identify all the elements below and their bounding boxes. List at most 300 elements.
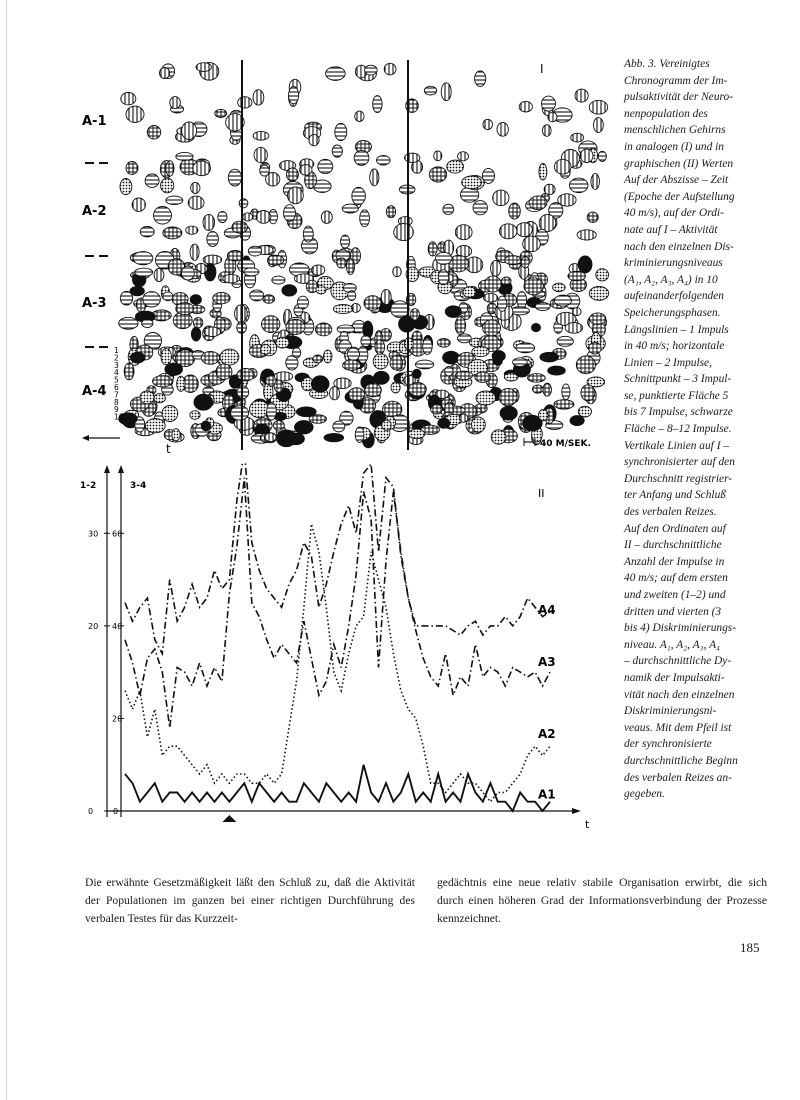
caption-line: Abb. 3. Vereinigtes — [624, 58, 710, 70]
impulse-blob — [273, 421, 284, 431]
impulse-blob — [509, 203, 521, 219]
x-axis-arrowhead — [572, 808, 581, 814]
impulse-blob — [548, 366, 566, 375]
impulse-blob — [441, 83, 451, 101]
impulse-blob — [207, 232, 219, 247]
impulse-blob — [160, 68, 170, 79]
impulse-blob — [447, 160, 464, 173]
impulse-blob — [120, 179, 132, 195]
row-number: 7 — [114, 390, 119, 400]
impulse-blob — [543, 125, 552, 137]
impulse-blob — [554, 295, 571, 306]
left-tick-label: 30 — [88, 529, 99, 539]
impulse-blob — [570, 416, 584, 426]
impulse-blob — [539, 164, 547, 180]
impulse-blob — [355, 427, 364, 443]
impulse-blob — [244, 268, 259, 276]
impulse-blob — [124, 363, 134, 380]
impulse-blob — [162, 406, 178, 422]
caption-line: dritten und vierten (3 — [624, 605, 722, 618]
impulse-blob — [524, 278, 543, 295]
impulse-blob — [321, 211, 332, 223]
caption-line: nenpopulation des — [624, 107, 708, 120]
impulse-blob — [282, 285, 297, 296]
impulse-blob — [176, 152, 193, 160]
left-tick-label: 0 — [88, 807, 94, 816]
caption-line: nate auf I – Aktivität — [624, 223, 718, 236]
impulse-blob — [529, 196, 547, 210]
impulse-blob — [557, 336, 573, 346]
series-labels — [538, 603, 556, 802]
impulse-blob — [288, 187, 304, 204]
impulse-blob — [517, 292, 527, 309]
impulse-blob — [343, 360, 361, 370]
impulse-blob — [352, 187, 366, 204]
impulse-blob — [409, 383, 427, 396]
impulse-blob — [333, 421, 345, 432]
impulse-blob — [203, 255, 222, 264]
impulse-blob — [143, 292, 161, 307]
impulse-blob — [499, 224, 517, 239]
impulse-blob — [330, 387, 340, 400]
impulse-blob — [297, 296, 308, 309]
row-number: 1 — [114, 346, 119, 355]
impulse-blob — [154, 207, 172, 225]
impulse-blob — [182, 266, 195, 280]
axis-ticks — [88, 529, 124, 816]
impulse-blob — [253, 131, 269, 140]
impulse-blob — [438, 418, 450, 428]
caption-line: gegeben. — [624, 788, 665, 801]
impulse-blob — [126, 106, 144, 122]
impulse-blob — [569, 178, 588, 193]
impulse-blob — [190, 411, 200, 420]
caption-line: Längslinien – 1 Impuls — [624, 323, 729, 336]
impulse-blob — [580, 149, 593, 162]
impulse-blob — [215, 109, 227, 117]
impulse-blob — [554, 159, 571, 174]
impulse-blob — [472, 417, 486, 432]
impulse-blob — [172, 429, 180, 441]
body-text-left: Die erwähnte Gesetzmäßigkeit läßt den Schluß zu, daß die Aktivität der Populationen im ganzen bei einer richtigen Durchführung des verbalen Testes für das Kurzzeit- — [85, 876, 415, 925]
impulse-dynamics-figure-II — [80, 462, 610, 837]
impulse-blob — [342, 204, 358, 213]
impulse-blob — [228, 169, 241, 186]
impulse-blob — [227, 251, 243, 261]
impulse-blob — [333, 304, 352, 313]
impulse-blob — [472, 347, 489, 357]
impulse-blob — [516, 223, 532, 237]
row-number: 8 — [114, 397, 119, 407]
left-tick-label: 20 — [88, 621, 99, 631]
impulse-blob — [265, 433, 276, 442]
impulse-blob — [161, 178, 174, 193]
impulse-blob — [455, 317, 465, 335]
row-number: 10 — [114, 412, 124, 422]
impulse-blob — [300, 165, 312, 176]
impulse-blob — [276, 337, 289, 348]
impulse-blob — [191, 182, 200, 193]
impulse-blob — [513, 358, 528, 367]
stimulus-onset-arrow — [222, 815, 236, 822]
impulse-blob — [415, 360, 433, 369]
impulse-blob — [130, 352, 144, 363]
impulse-blob — [562, 384, 570, 400]
caption-line: menschlichen Gehirns — [624, 124, 726, 137]
caption-line: niveau. A₁, A₂, A₃, A₄ — [624, 638, 720, 651]
impulse-blob — [491, 260, 501, 276]
impulse-blob — [260, 165, 270, 176]
impulse-blob — [475, 372, 490, 382]
impulse-blob — [516, 343, 535, 353]
impulse-blob — [494, 357, 503, 366]
impulse-blob — [253, 90, 264, 105]
impulse-blob — [237, 369, 254, 381]
impulse-blob — [587, 212, 598, 222]
series-line-a4 — [125, 462, 550, 654]
left-axis-title: 1-2 — [80, 481, 97, 491]
impulse-blob — [293, 348, 301, 358]
impulse-blob — [166, 196, 183, 205]
impulse-blob — [473, 201, 487, 215]
caption-line: synchronisierter auf den — [624, 456, 735, 469]
impulse-blob — [483, 119, 493, 129]
impulse-blob — [191, 327, 200, 341]
impulse-blob — [589, 100, 607, 114]
impulse-blob — [341, 235, 350, 248]
impulse-blob — [475, 71, 486, 87]
impulse-blob — [284, 205, 296, 222]
caption-line: II – durchschnittliche — [624, 539, 722, 552]
caption-line: Anzahl der Impulse in — [624, 555, 725, 568]
impulse-blob — [313, 355, 323, 363]
impulse-blob — [544, 184, 555, 194]
impulse-blob — [256, 211, 271, 224]
impulse-blob — [163, 227, 182, 239]
impulse-blob — [459, 414, 468, 422]
level-label-a3: A-3 — [82, 296, 107, 311]
impulse-blob — [365, 65, 378, 75]
impulse-blob — [390, 355, 403, 370]
impulse-blob — [126, 162, 138, 175]
series-label: A4 — [538, 602, 556, 617]
impulse-blob — [132, 198, 145, 211]
impulse-blob — [337, 258, 347, 268]
impulse-blob — [575, 89, 588, 102]
impulse-blob — [361, 336, 371, 347]
level-label-a2: A-2 — [82, 204, 107, 219]
impulse-blob — [384, 63, 396, 75]
impulse-blob — [323, 350, 332, 363]
impulse-blob — [201, 351, 219, 364]
caption-line: Auf den Ordinaten auf — [624, 522, 726, 535]
impulse-blob — [405, 153, 420, 162]
impulse-blob — [316, 286, 326, 294]
impulse-blob — [360, 210, 370, 227]
impulse-blob — [548, 112, 557, 122]
impulse-blob — [598, 151, 606, 161]
chronogram-figure-I — [80, 55, 620, 465]
impulse-blob — [154, 269, 164, 282]
impulse-blob — [431, 405, 443, 414]
body-text-right: gedächtnis eine neue relativ stabile Organisation erwirbt, die sich durch einen höheren Grad der Informationsverbindung der Prozesse kennzeichnet. — [437, 876, 767, 925]
impulse-blob — [391, 301, 409, 318]
impulse-blob — [133, 252, 153, 265]
level-label-a4: A-4 — [82, 384, 107, 399]
caption-line: Linien – 2 Impulse, — [624, 356, 712, 369]
impulse-blob — [528, 374, 546, 383]
x-axis-label: t — [585, 818, 590, 831]
impulse-blob — [364, 296, 381, 311]
impulse-blob — [590, 313, 606, 325]
series-lines — [125, 462, 550, 811]
impulse-blob — [324, 433, 344, 441]
caption-line: Speicherungsphasen. — [624, 306, 721, 319]
impulse-blob — [484, 293, 498, 302]
caption-line: Fläche – 8–12 Impulse. — [624, 423, 732, 436]
impulse-blob — [163, 292, 173, 301]
impulse-blob — [577, 230, 596, 240]
impulse-blob — [498, 296, 507, 311]
impulse-blob — [196, 63, 211, 72]
right-axis-title: 3-4 — [130, 481, 147, 491]
impulse-blob — [204, 327, 220, 337]
row-numbers — [114, 346, 124, 422]
caption-line: des verbalen Reizes an- — [624, 771, 732, 784]
impulse-blob — [443, 351, 460, 364]
impulse-blob — [437, 339, 450, 348]
caption-line: Chronogramm der Im- — [624, 74, 728, 87]
caption-line: 40 m/s; auf dem ersten — [624, 572, 728, 585]
impulse-blob — [589, 342, 602, 354]
impulse-blob — [140, 227, 154, 237]
impulse-blob — [190, 295, 201, 305]
impulse-blob — [161, 349, 171, 365]
impulse-blob — [238, 97, 252, 108]
row-number: 2 — [114, 353, 119, 363]
impulse-blob — [445, 306, 461, 318]
scan-edge-line — [6, 0, 7, 1100]
impulse-blob — [239, 199, 248, 208]
impulse-blob — [177, 376, 185, 391]
impulse-blob — [576, 356, 595, 374]
time-axis-label: t — [166, 442, 171, 456]
row-number: 6 — [114, 383, 119, 392]
impulse-blob — [232, 221, 248, 233]
impulse-blob — [147, 126, 160, 140]
impulse-blob — [589, 287, 608, 301]
impulse-blob — [491, 430, 506, 444]
impulse-blob — [423, 338, 433, 354]
impulse-blob — [455, 371, 472, 380]
impulse-blob — [235, 305, 248, 322]
impulse-blob — [286, 168, 298, 181]
impulse-blob — [190, 244, 199, 260]
impulse-blob — [510, 307, 529, 315]
impulse-blob — [455, 225, 472, 240]
caption-line: Auf der Abszisse – Zeit — [624, 174, 729, 187]
panel-II-label: II — [538, 487, 545, 500]
impulse-blob — [145, 174, 159, 187]
impulse-blob — [267, 255, 283, 265]
impulse-blob — [540, 352, 559, 362]
series-line-a2 — [125, 524, 550, 802]
impulse-blob — [373, 96, 382, 113]
impulse-blob — [346, 258, 354, 274]
impulse-blob — [410, 309, 419, 320]
impulse-blob — [119, 317, 138, 329]
series-label: A1 — [538, 787, 556, 802]
impulse-blob — [140, 391, 154, 404]
impulse-blob — [154, 394, 165, 403]
impulse-blob — [485, 276, 501, 292]
impulse-blob — [519, 101, 532, 112]
impulse-blob — [373, 354, 388, 369]
caption-line: nach den einzelnen Dis- — [624, 240, 734, 253]
impulse-blob — [543, 383, 552, 396]
caption-line: kriminierungsniveaus — [624, 257, 723, 270]
impulse-blob — [462, 176, 482, 189]
impulse-blob — [370, 169, 379, 186]
impulse-blob — [216, 364, 232, 380]
caption-line: Vertikale Linien auf I – — [624, 439, 730, 452]
impulse-blob — [121, 93, 136, 105]
impulse-blob — [573, 308, 582, 316]
caption-line: aufeinanderfolgenden — [624, 290, 724, 303]
left-axis-arrowhead — [104, 465, 110, 473]
impulse-blob — [335, 123, 347, 140]
impulse-blob — [295, 421, 314, 434]
impulse-blob — [500, 406, 517, 420]
page-number: 185 — [740, 940, 760, 955]
caption-line: ter Anfang und Schluß — [624, 489, 726, 502]
impulse-blob — [435, 252, 452, 264]
impulse-blob — [505, 256, 522, 265]
caption-line: graphischen (II) Werten — [624, 157, 734, 170]
row-number: 5 — [114, 375, 119, 385]
impulse-blob — [182, 122, 197, 140]
impulse-blob — [434, 151, 442, 161]
impulse-blob — [263, 295, 275, 304]
caption-line: 40 m/s), auf der Ordi- — [624, 207, 724, 220]
impulse-blob — [303, 226, 313, 242]
impulse-blob — [501, 277, 511, 285]
series-label: A2 — [538, 727, 556, 742]
caption-line: se, punktierte Fläche 5 — [624, 389, 729, 402]
impulse-blob — [254, 147, 267, 162]
impulse-blob — [365, 383, 382, 396]
impulse-blob — [532, 385, 543, 393]
impulse-blob — [272, 276, 285, 284]
impulse-blob — [170, 97, 181, 109]
impulse-blob — [409, 429, 425, 439]
impulse-blob — [381, 289, 391, 304]
impulse-blob — [596, 269, 609, 281]
impulse-blob — [542, 96, 556, 111]
impulse-blob — [377, 156, 391, 166]
impulse-blob — [355, 111, 364, 121]
row-number: 3 — [114, 360, 119, 370]
impulse-blob — [428, 242, 437, 256]
impulse-blob — [393, 267, 402, 277]
impulse-blob — [394, 224, 414, 241]
right-tick-label: 40 — [112, 621, 123, 631]
impulse-blob — [553, 283, 566, 292]
caption-line: (A₁, A₂, A₃, A₄) in 10 — [624, 273, 718, 286]
impulse-blob — [248, 246, 261, 256]
impulse-blob — [296, 407, 316, 417]
impulse-blob — [382, 420, 391, 430]
impulse-blob — [594, 118, 604, 133]
caption-line: durchschnittliche Beginn — [624, 754, 738, 767]
impulse-blob — [309, 134, 319, 145]
impulse-blob — [260, 345, 270, 355]
impulse-blob — [326, 67, 346, 81]
impulse-blob — [591, 174, 600, 190]
impulse-blob — [554, 400, 574, 409]
series-line-a3 — [125, 478, 550, 728]
right-tick-label: 0 — [113, 807, 119, 816]
impulse-blob — [267, 402, 277, 420]
impulse-blobs — [119, 63, 609, 448]
impulse-blob — [286, 319, 305, 334]
impulse-blob — [334, 378, 351, 389]
impulse-blob — [375, 340, 385, 355]
impulse-blob — [347, 348, 359, 360]
impulse-blob — [142, 319, 153, 327]
impulse-blob — [374, 371, 390, 384]
impulse-blob — [476, 391, 495, 405]
impulse-blob — [424, 86, 436, 95]
impulse-blob — [194, 394, 213, 410]
scale-label: 40 M/SEK. — [540, 439, 591, 449]
impulse-blob — [289, 87, 299, 104]
caption-line: der synchronisierte — [624, 738, 712, 751]
impulse-blob — [386, 206, 395, 218]
caption-line: namik der Impulsakti- — [624, 671, 725, 684]
series-line-a1 — [125, 765, 550, 811]
impulse-blob — [438, 270, 448, 285]
right-tick-label: 20 — [112, 714, 123, 724]
impulse-blob — [348, 291, 356, 301]
impulse-blob — [220, 349, 239, 365]
impulse-blob — [274, 380, 283, 392]
impulse-blob — [578, 256, 592, 273]
caption-line: und zweiten (1–2) und — [624, 589, 726, 601]
panel-I-label: I — [540, 62, 544, 76]
impulse-blob — [493, 190, 509, 206]
impulse-blob — [315, 323, 331, 336]
impulse-blob — [193, 161, 211, 176]
impulse-blob — [213, 292, 230, 303]
impulse-blob — [523, 236, 541, 252]
caption-line: in 40 m/s; horizontale — [624, 340, 725, 353]
impulse-blob — [188, 196, 204, 209]
impulse-blob — [312, 265, 325, 275]
impulse-blob — [535, 302, 550, 310]
impulse-blob — [568, 271, 586, 281]
row-number: 4 — [114, 368, 119, 378]
impulse-blob — [581, 385, 595, 401]
impulse-blob — [499, 388, 517, 405]
impulse-blob — [578, 406, 591, 417]
impulse-blob — [349, 388, 365, 401]
impulse-blob — [262, 316, 280, 333]
caption-line: in analogen (I) und in — [624, 140, 724, 153]
impulse-blob — [218, 211, 227, 222]
time-axis-arrowhead — [82, 435, 89, 441]
impulse-blob — [130, 286, 144, 295]
